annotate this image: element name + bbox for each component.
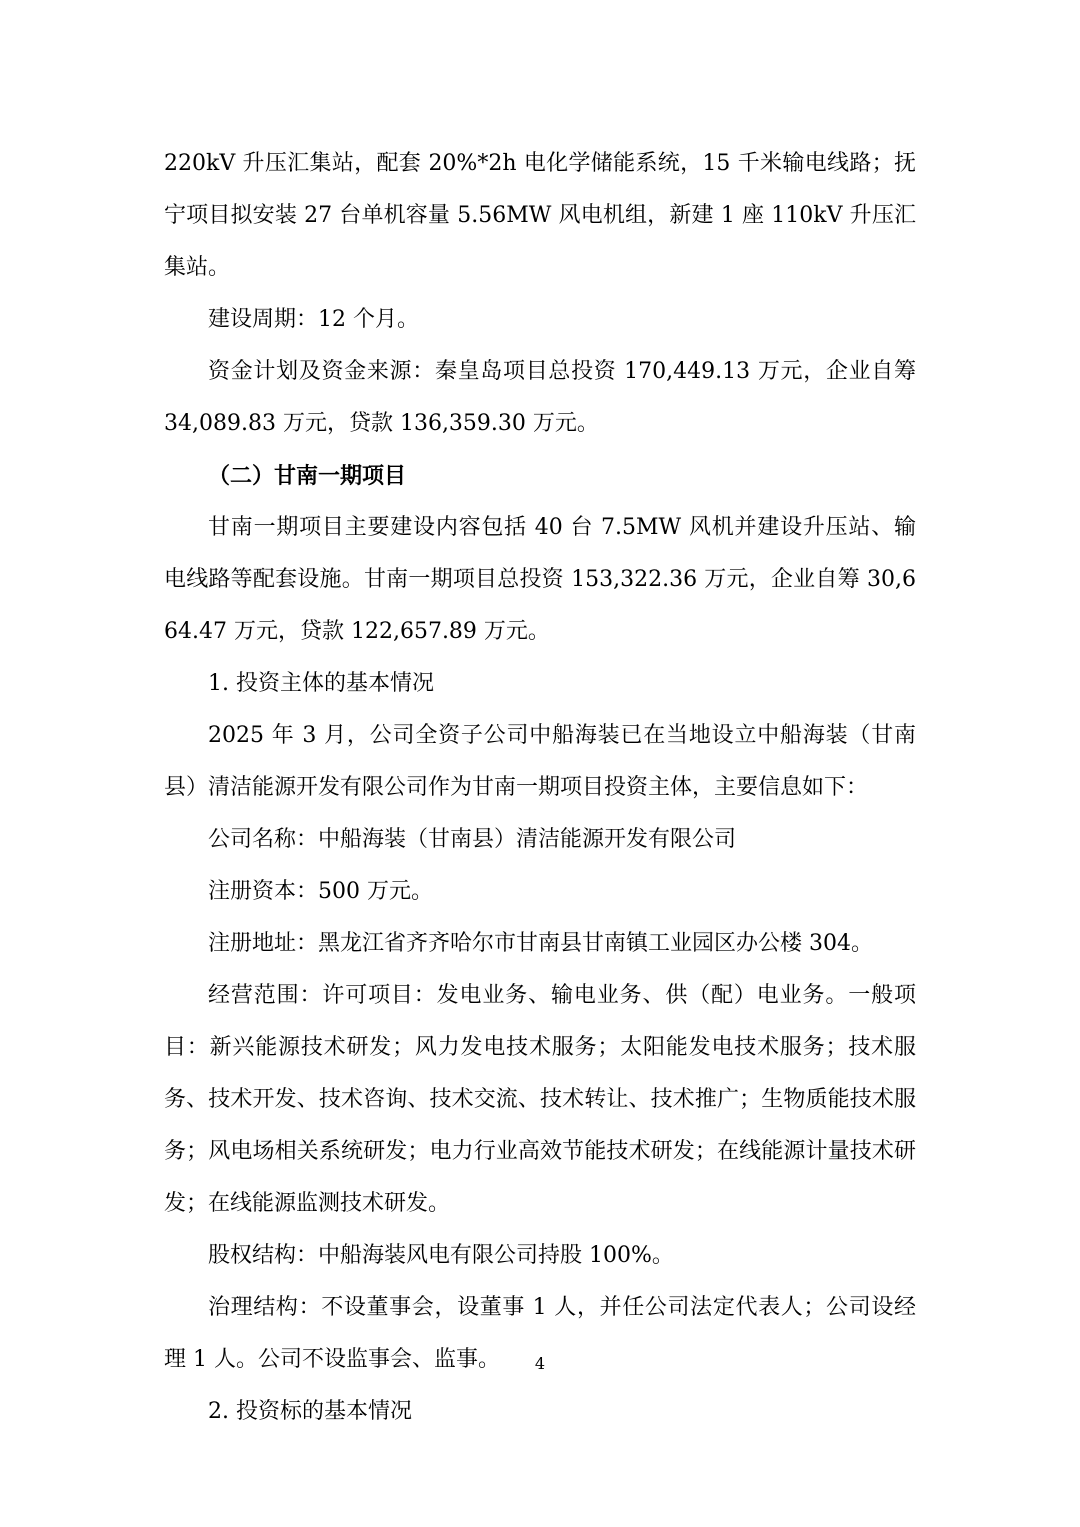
paragraph-gannan-overview: 甘南一期项目主要建设内容包括 40 台 7.5MW 风机并建设升压站、输电线路等配套设施。甘南一期项目总投资 153,322.36 万元，企业自筹 30,664.47 万元，贷款 122,657.89 万元。 (164, 515, 916, 644)
paragraph-governance-structure: 治理结构：不设董事会，设董事 1 人，并任公司法定代表人；公司设经理 1 人。公司不设监事会、监事。 (164, 1295, 916, 1372)
paragraph-equity-structure: 股权结构：中船海装风电有限公司持股 100%。 (208, 1243, 674, 1268)
page-number: 4 (534, 1354, 546, 1373)
paragraph-registered-address: 注册地址：黑龙江省齐齐哈尔市甘南县甘南镇工业园区办公楼 304。 (208, 931, 873, 956)
paragraph-business-scope: 经营范围：许可项目：发电业务、输电业务、供（配）电业务。一般项目：新兴能源技术研发；风力发电技术服务；太阳能发电技术服务；技术服务、技术开发、技术咨询、技术交流、技术转让、技术推广；生物质能技术服务；风电场相关系统研发；电力行业高效节能技术研发；在线能源计量技术研发；在线能源监测技术研发。 (164, 983, 916, 1216)
paragraph-registered-capital: 注册资本：500 万元。 (208, 879, 433, 904)
paragraph-project-scope-continued: 220kV 升压汇集站，配套 20%*2h 电化学储能系统，15 千米输电线路；抚宁项目拟安装 27 台单机容量 5.56MW 风电机组，新建 1 座 110kV 升压汇集站。 (164, 151, 916, 280)
paragraph-company-name: 公司名称：中船海装（甘南县）清洁能源开发有限公司 (208, 827, 737, 852)
subheading-investor-basic-info: 1. 投资主体的基本情况 (208, 671, 434, 696)
paragraph-funding-plan: 资金计划及资金来源：秦皇岛项目总投资 170,449.13 万元，企业自筹 34,089.83 万元，贷款 136,359.30 万元。 (164, 359, 916, 436)
section-heading-gannan-phase-one: （二）甘南一期项目 (208, 463, 407, 489)
document-body (164, 138, 916, 1438)
paragraph-subsidiary-setup: 2025 年 3 月，公司全资子公司中船海装已在当地设立中船海装（甘南县）清洁能源开发有限公司作为甘南一期项目投资主体，主要信息如下： (164, 723, 916, 800)
paragraph-construction-period: 建设周期：12 个月。 (208, 307, 419, 332)
subheading-investment-target-info: 2. 投资标的基本情况 (208, 1399, 412, 1424)
